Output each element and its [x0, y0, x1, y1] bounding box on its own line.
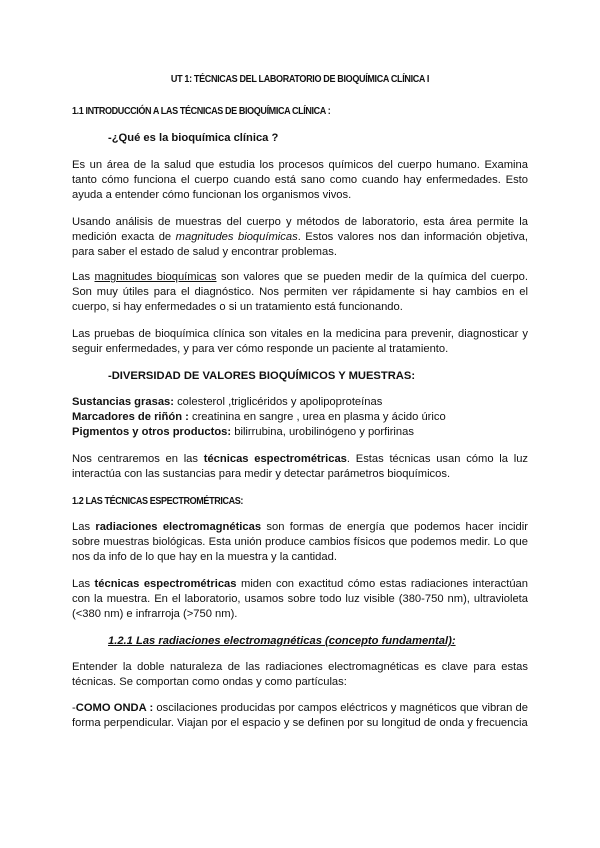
list-item-text: colesterol ,triglicéridos y apolipoproteínas [173, 396, 383, 408]
list-item-label: Sustancias grasas: [72, 396, 174, 408]
paragraph-magnitudes [72, 270, 528, 316]
document-title: UT 1: TÉCNICAS DEL LABORATORIO DE BIOQUÍMICA CLÍNICA I [170, 73, 430, 85]
paragraph-clinical-tests: Las pruebas de bioquímica clínica son vitales en la medicina para prevenir, diagnosticar y seguir enfermedades, y para ver cómo responde un paciente al tratamiento. [72, 328, 528, 356]
section-heading-1-1: 1.1 INTRODUCCIÓN A LAS TÉCNICAS DE BIOQUÍMICA CLÍNICA : [72, 105, 331, 117]
section-heading-1-2-1: 1.2.1 Las radiaciones electromagnéticas (concepto fundamental): [108, 635, 456, 647]
list-item [72, 395, 528, 410]
list-item [72, 425, 528, 440]
list-item-label: Pigmentos y otros productos: [72, 426, 232, 439]
subheading-diversity: -DIVERSIDAD DE VALORES BIOQUÍMICOS Y MUESTRAS: [108, 370, 416, 382]
paragraph-as-wave-bold: COMO ONDA : [75, 702, 154, 714]
paragraph-techniques-text-c: miden con exactitud cómo estas radiaciones interactúan con la muestra. En el laboratorio, usamos sobre todo luz visible (380-750 nm), ultravioleta (<380 nm) e infrarroja (>750 nm). [72, 578, 528, 621]
paragraph-magnitudes-text-a: Las [72, 271, 95, 283]
paragraph-magnitudes-text-b: son valores que se pueden medir de la química del cuerpo. Son muy útiles para el diagnóstico. Nos permiten ver rápidamente si hay cambios en el cuerpo, si hay enfermedades o si un tratamiento está funcionando. [72, 271, 528, 314]
paragraph-techniques [72, 577, 528, 623]
paragraph-radiations-text-a: Las [72, 521, 96, 533]
paragraph-radiations [72, 520, 528, 566]
paragraph-measurement-text-a: Usando análisis de muestras del cuerpo y métodos de laboratorio, esta área permite la medición exacta de [72, 216, 528, 244]
paragraph-techniques-text-a: Las [72, 578, 95, 590]
paragraph-measurement [72, 215, 528, 261]
paragraph-definition: Es un área de la salud que estudia los procesos químicos del cuerpo humano. Examina tanto cómo funciona el cuerpo cuando está sano como cuando hay enfermedades. Esto ayuda a entender cómo funcionan los organismos vivos. [72, 159, 528, 202]
paragraph-measurement-emphasis: magnitudes bioquímicas [175, 231, 298, 244]
paragraph-radiations-text-c: son formas de energía que podemos hacer incidir sobre muestras biológicas. Esta unión produce cambios físicos que podemos medir. Lo que nos da info de lo que hay en la muestra y la cantidad. [72, 521, 528, 564]
paragraph-as-wave-dash: - [72, 702, 76, 714]
paragraph-focus-text-a: Nos centraremos en las [72, 453, 204, 465]
list-item-text: creatinina en sangre , urea en plasma y ácido úrico [188, 411, 446, 424]
paragraph-techniques-bold: técnicas espectrométricas [94, 578, 237, 590]
list-item [72, 410, 528, 425]
section-heading-1-2: 1.2 LAS TÉCNICAS ESPECTROMÉTRICAS: [72, 495, 243, 507]
paragraph-focus-bold: técnicas espectrométricas [203, 453, 347, 465]
paragraph-focus [72, 452, 528, 482]
paragraph-as-wave [72, 701, 528, 731]
paragraph-magnitudes-underlined: magnitudes bioquímicas [94, 271, 217, 283]
subheading-what-is: -¿Qué es la bioquímica clínica ? [108, 132, 279, 144]
list-item-text: bilirrubina, urobilinógeno y porfirinas [231, 426, 414, 439]
paragraph-measurement-text-b: . Estos valores nos dan información objetiva, para saber el estado de salud y encontrar problemas. [72, 231, 528, 259]
paragraph-dual-nature: Entender la doble naturaleza de las radiaciones electromagnéticas es clave para estas técnicas. Se comportan como ondas y como partículas: [72, 661, 528, 689]
sample-list [72, 395, 528, 441]
paragraph-focus-text-c: . Estas técnicas usan cómo la luz interactúa con las sustancias para medir y detectar parámetros bioquímicos. [72, 453, 529, 481]
paragraph-as-wave-text: oscilaciones producidas por campos eléctricos y magnéticos que vibran de forma perpendicular. Viajan por el espacio y se definen por su longitud de onda y frecuencia [72, 702, 528, 730]
paragraph-radiations-bold: radiaciones electromagnéticas [95, 521, 262, 533]
list-item-label: Marcadores de riñón : [72, 411, 189, 424]
